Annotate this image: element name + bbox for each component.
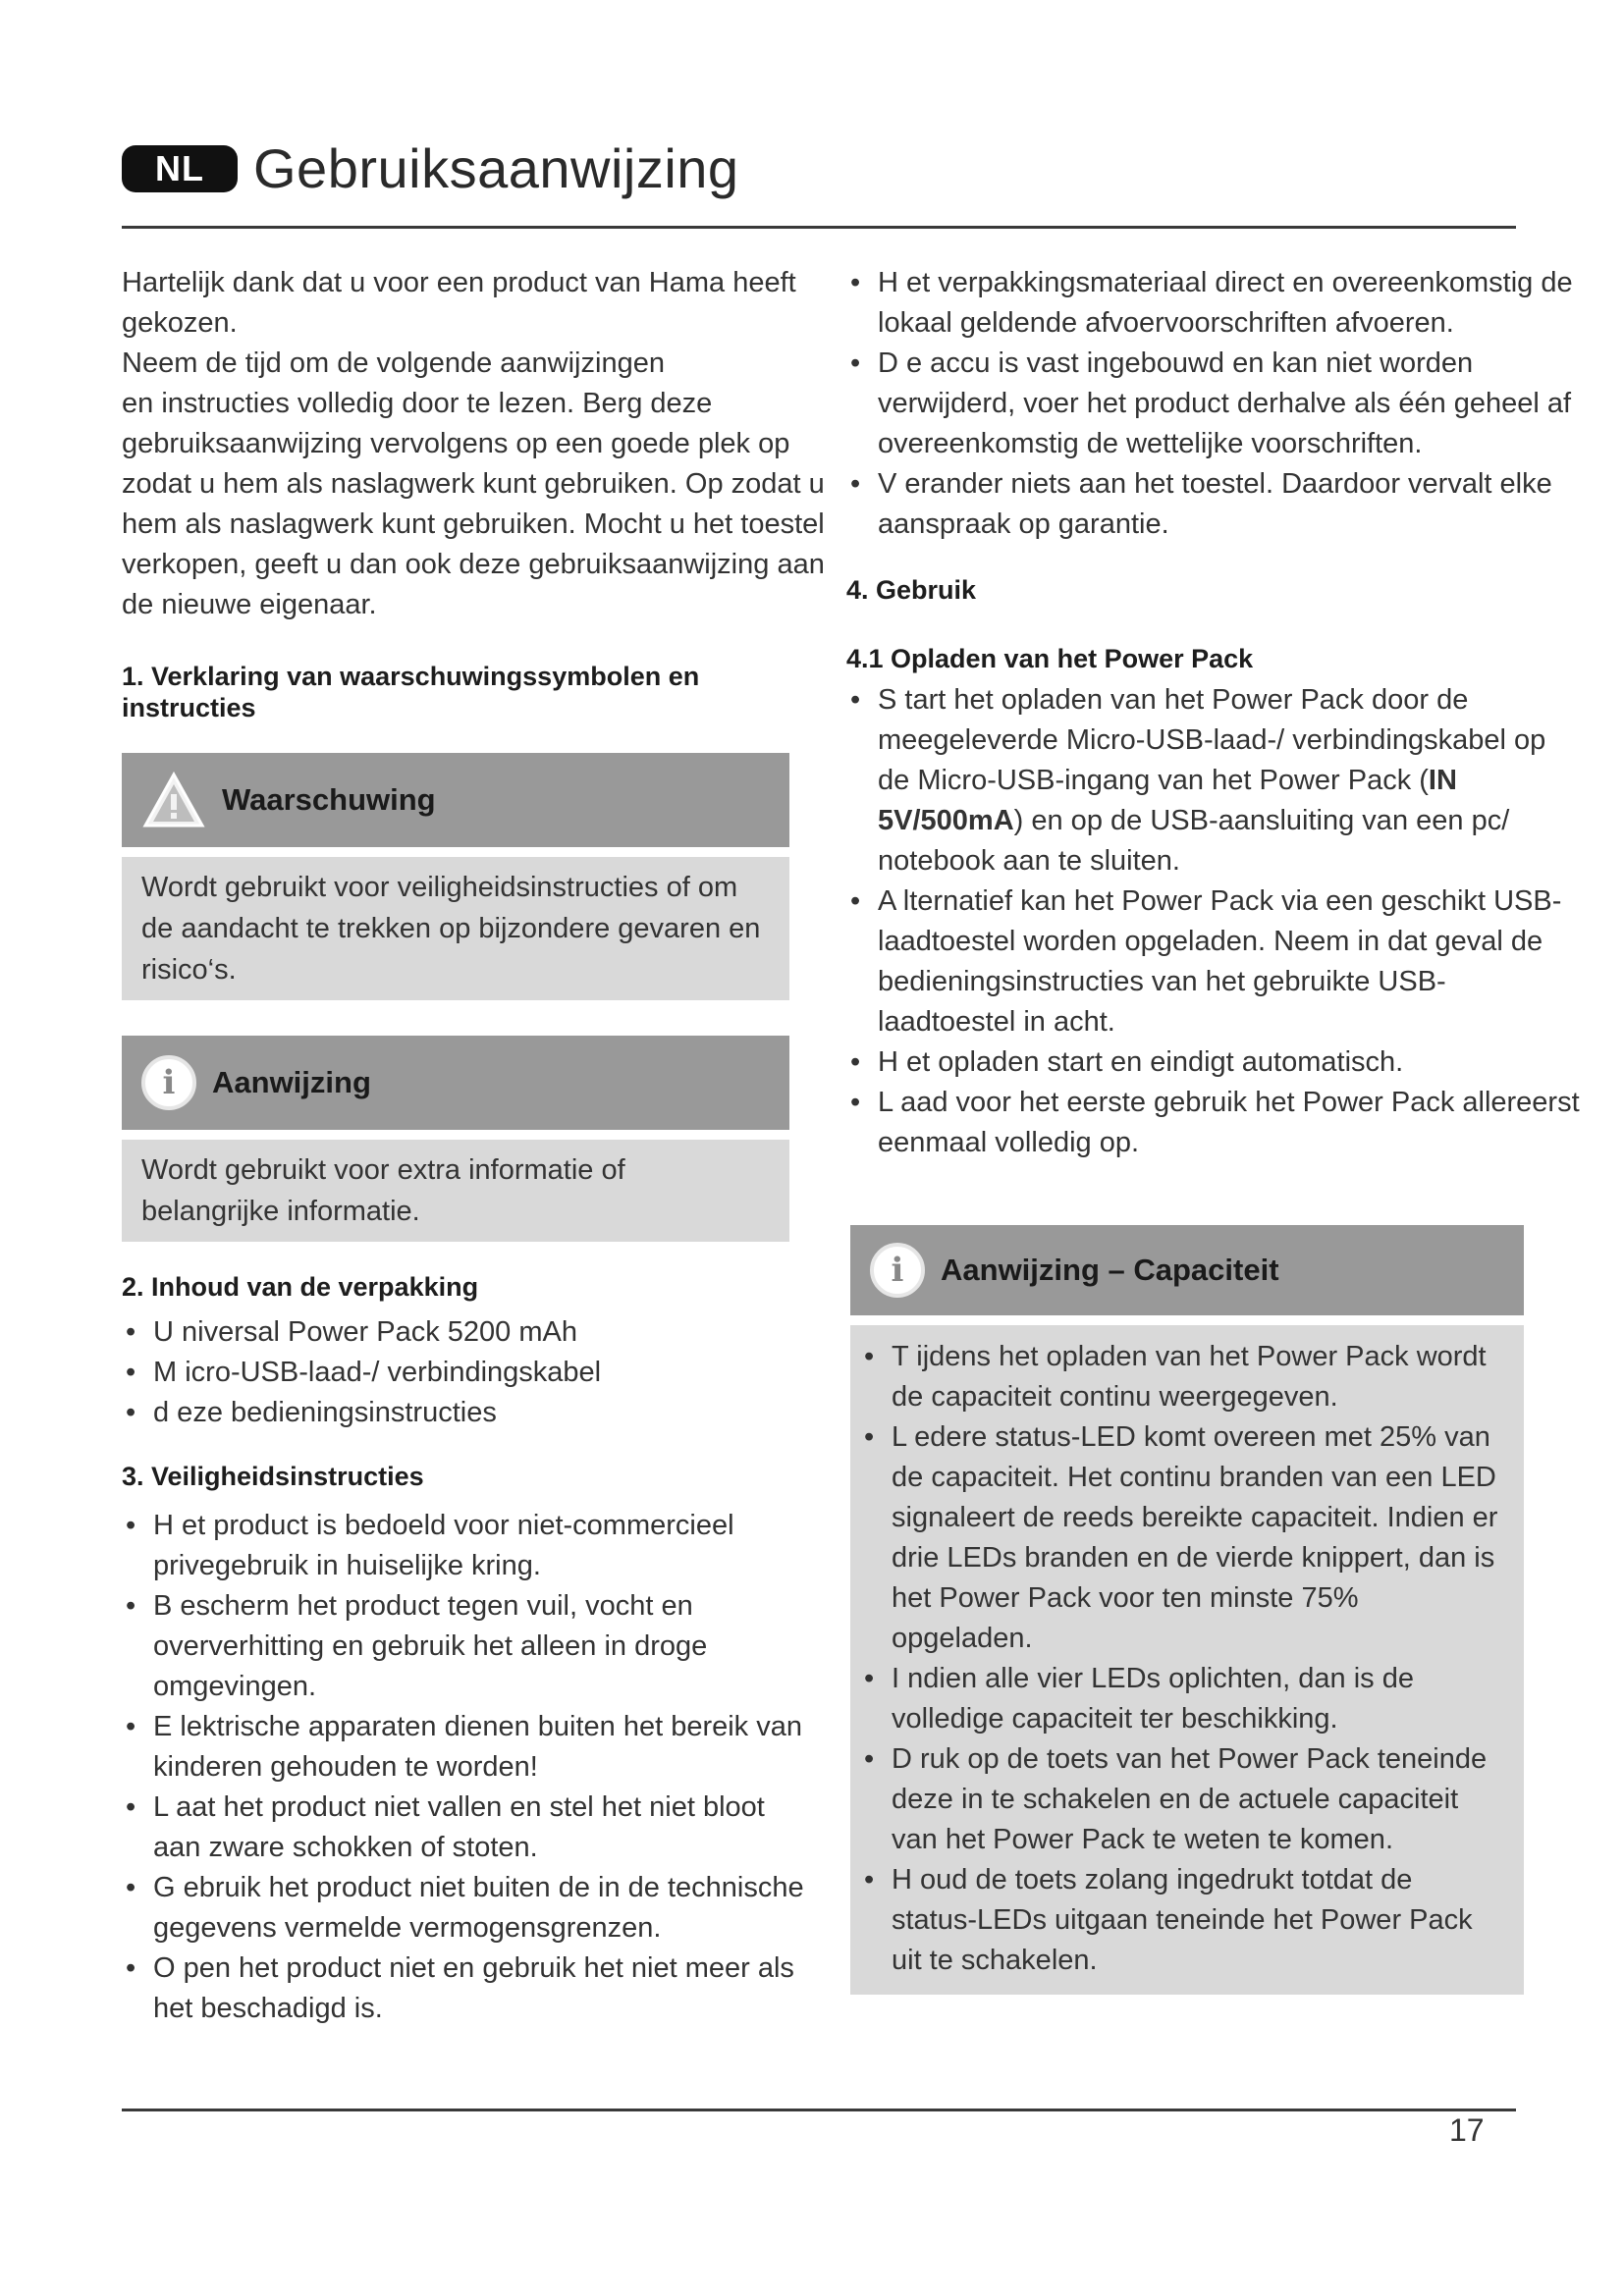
- page-number: 17: [1449, 2112, 1485, 2148]
- warning-callout-header: [122, 753, 789, 847]
- note-label: Aanwijzing: [212, 1065, 371, 1099]
- capacity-label: Aanwijzing – Capaciteit: [941, 1253, 1279, 1287]
- intro-line: zodat u hem als naslagwerk kunt gebruiken. Op zodat u: [122, 468, 825, 500]
- list-item: • I ndien alle vier LEDs oplichten, dan is de volledige capaciteit ter beschikking.: [860, 1659, 1504, 1739]
- section-2-heading: 2. Inhoud van de verpakking: [122, 1272, 479, 1302]
- list-item: • d eze bedieningsinstructies: [122, 1393, 829, 1433]
- capacity-body: [850, 1325, 1524, 1995]
- charging-text-before: S tart het opladen van het Power Pack door de meegeleverde Micro-USB-laad-/ verbindingskabel op de Micro-USB-ingang van het Power Pack (: [878, 684, 1546, 796]
- charging-text-after: ) en op de USB-aansluiting van een pc/ notebook aan te sluiten.: [878, 805, 1510, 877]
- warning-text: Wordt gebruikt voor veiligheidsinstructies of om de aandacht te trekken op bijzondere gevaren en risico‘s.: [122, 857, 789, 1000]
- warning-label: Waarschuwing: [222, 782, 436, 817]
- intro-line: hem als naslagwerk kunt gebruiken. Mocht u het toestel: [122, 508, 825, 540]
- list-item: • H oud de toets zolang ingedrukt totdat de status-LEDs uitgaan teneinde het Power Pack uit te schakelen.: [860, 1860, 1504, 1981]
- note-callout: [122, 1036, 829, 1242]
- right-column: [846, 263, 1583, 1163]
- input-spec: IN 5V/500mA: [878, 765, 1457, 836]
- note-callout-header: [122, 1036, 789, 1130]
- section-1-heading: 1. Verklaring van waarschuwingssymbolen en: [122, 662, 700, 691]
- intro-paragraph: [122, 263, 829, 625]
- intro-line: verkopen, geeft u dan ook deze gebruiksaanwijzing aan: [122, 549, 825, 580]
- note-text: Wordt gebruikt voor extra informatie of belangrijke informatie.: [122, 1140, 789, 1242]
- list-item: [846, 680, 1583, 881]
- list-item: • U niversal Power Pack 5200 mAh: [122, 1312, 829, 1353]
- section-1-heading-cont: instructies: [122, 693, 256, 722]
- page-title: Gebruiksaanwijzing: [253, 137, 739, 199]
- intro-line: gekozen.: [122, 307, 238, 339]
- intro-line: Neem de tijd om de volgende aanwijzingen: [122, 347, 665, 379]
- charging-list: [846, 680, 1583, 1163]
- list-item: • O pen het product niet en gebruik het niet meer als het beschadigd is.: [122, 1949, 809, 2029]
- intro-line: gebruiksaanwijzing vervolgens op een goede plek op: [122, 428, 790, 459]
- intro-line: en instructies volledig door te lezen. Berg deze: [122, 388, 713, 419]
- warning-triangle-icon: [141, 771, 206, 829]
- list-item: • H et opladen start en eindigt automatisch.: [846, 1042, 1583, 1083]
- list-item: • M icro-USB-laad-/ verbindingskabel: [122, 1353, 829, 1393]
- capacity-callout-header: [850, 1225, 1524, 1315]
- warning-callout: [122, 753, 829, 1000]
- package-contents-list: [122, 1312, 829, 1433]
- safety-list-left: [122, 1506, 809, 2029]
- info-icon: i: [870, 1243, 925, 1298]
- list-item: • G ebruik het product niet buiten de in de technische gegevens vermelde vermogensgrenzen.: [122, 1868, 809, 1949]
- intro-line: Hartelijk dank dat u voor een product van Hama heeft: [122, 267, 796, 298]
- capacity-callout: [850, 1225, 1524, 1995]
- list-item: • E lektrische apparaten dienen buiten het bereik van kinderen gehouden te worden!: [122, 1707, 809, 1788]
- safety-list-right: [846, 263, 1583, 545]
- list-item: • A lternatief kan het Power Pack via een geschikt USB-laadtoestel worden opgeladen. Neem in dat geval de bedieningsinstructies van het gebruikte USB-laadtoestel in acht.: [846, 881, 1583, 1042]
- list-item: • V erander niets aan het toestel. Daardoor vervalt elke aanspraak op garantie.: [846, 464, 1583, 545]
- section-3-heading: 3. Veiligheidsinstructies: [122, 1462, 424, 1491]
- list-item: • L aad voor het eerste gebruik het Power Pack allereerst eenmaal volledig op.: [846, 1083, 1583, 1163]
- section-4-heading: 4. Gebruik: [846, 575, 977, 605]
- list-item: • L aat het product niet vallen en stel het niet bloot aan zware schokken of stoten.: [122, 1788, 809, 1868]
- list-item: • L edere status-LED komt overeen met 25% van de capaciteit. Het continu branden van een LED signaleert de reeds bereikte capaciteit. Indien er drie LEDs branden en de vierde knippert, dan is het Power Pack voor ten minste 75% opgeladen.: [860, 1417, 1504, 1659]
- list-item: • T ijdens het opladen van het Power Pack wordt de capaciteit continu weergegeven.: [860, 1337, 1504, 1417]
- list-item: • H et product is bedoeld voor niet-commercieel privegebruik in huiselijke kring.: [122, 1506, 809, 1586]
- header-divider: [122, 226, 1516, 229]
- list-item: • B escherm het product tegen vuil, vocht en oververhitting en gebruik het alleen in droge omgevingen.: [122, 1586, 809, 1707]
- list-item: • D e accu is vast ingebouwd en kan niet worden verwijderd, voer het product derhalve als één geheel af overeenkomstig de wettelijke voorschriften.: [846, 344, 1583, 464]
- list-item: • D ruk op de toets van het Power Pack teneinde deze in te schakelen en de actuele capaciteit van het Power Pack te weten te komen.: [860, 1739, 1504, 1860]
- left-column: [122, 263, 829, 2029]
- footer-divider: [122, 2109, 1516, 2111]
- list-item: • H et verpakkingsmateriaal direct en overeenkomstig de lokaal geldende afvoervoorschriften afvoeren.: [846, 263, 1583, 344]
- intro-line: de nieuwe eigenaar.: [122, 589, 377, 620]
- info-icon: i: [141, 1055, 196, 1110]
- section-4-1-heading: 4.1 Opladen van het Power Pack: [846, 644, 1254, 673]
- capacity-list: [860, 1337, 1504, 1981]
- language-badge: NL: [122, 145, 238, 192]
